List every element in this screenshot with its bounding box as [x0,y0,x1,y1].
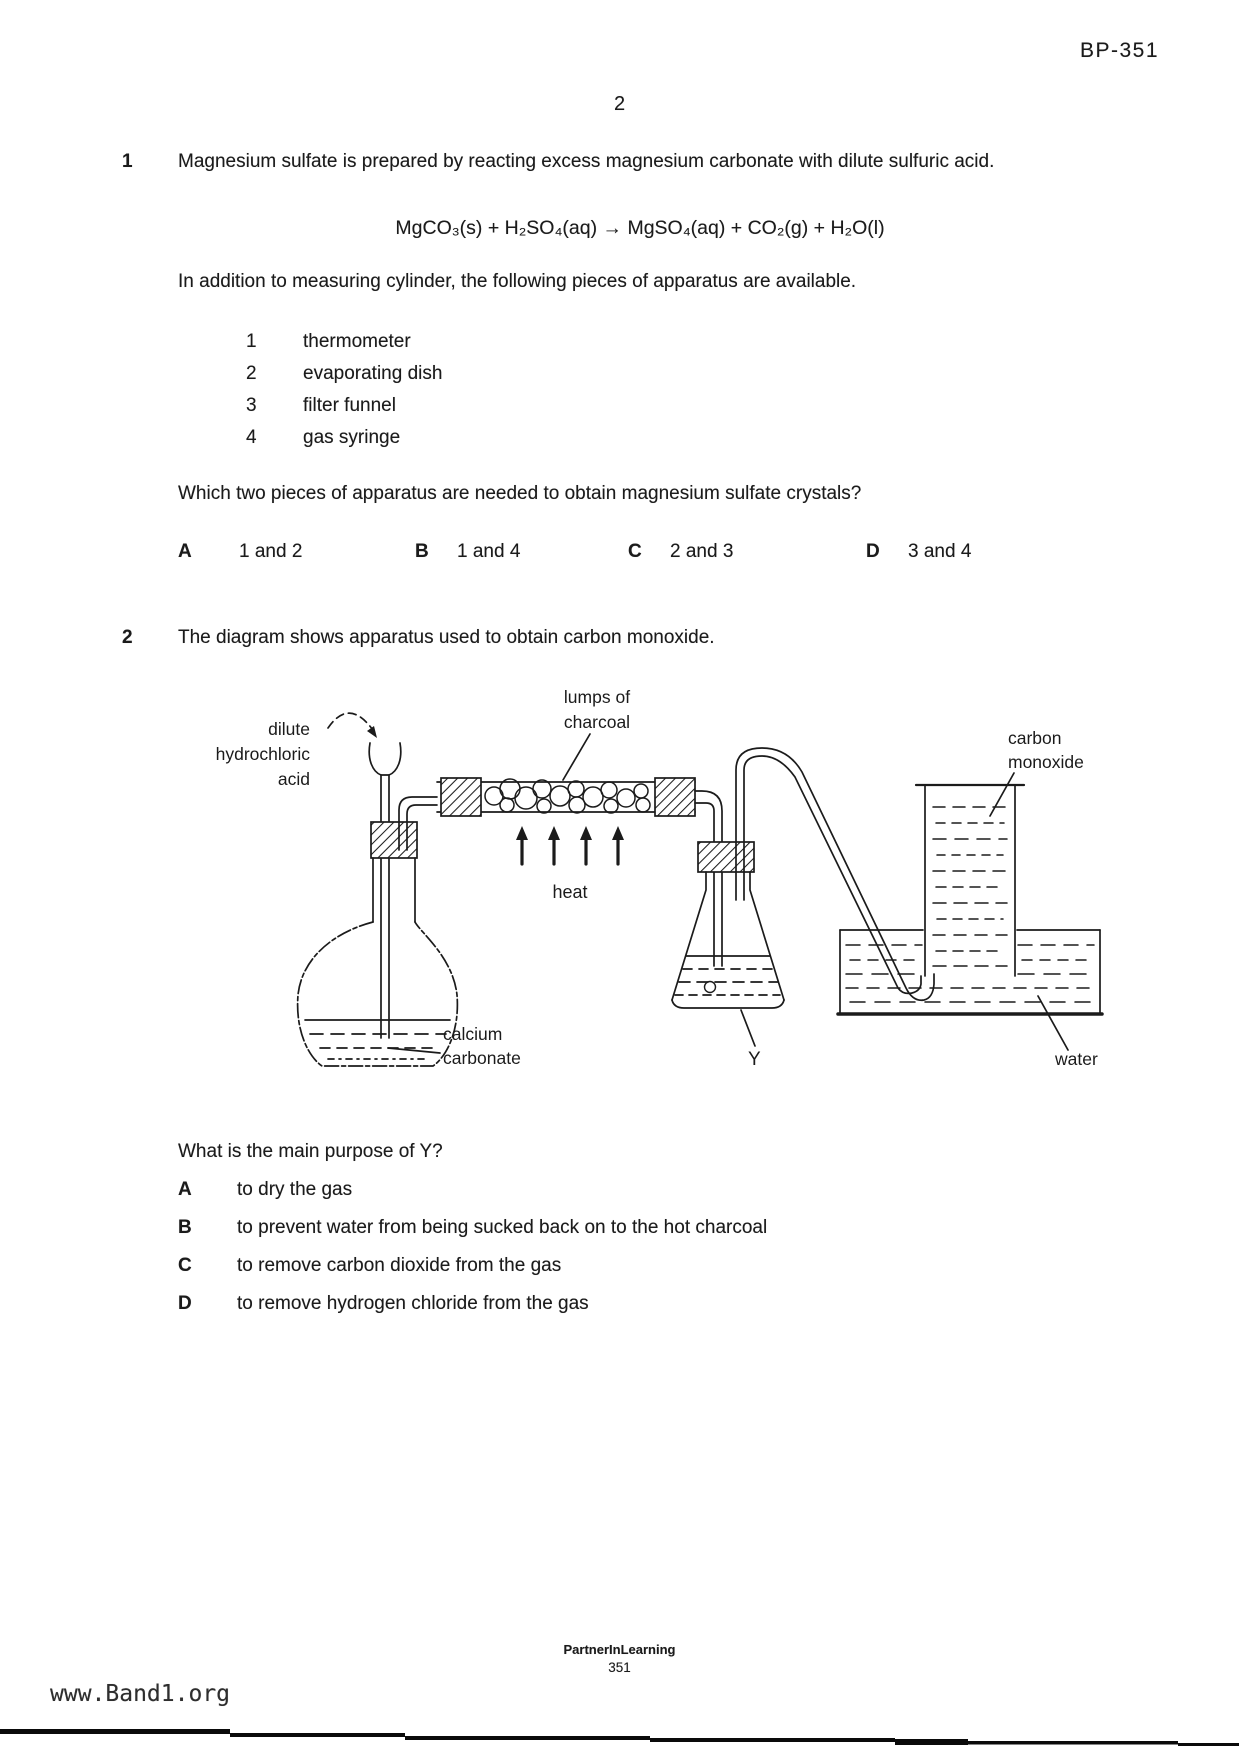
charcoal-lumps [485,779,650,813]
option-letter: C [628,541,642,562]
footer-page-number: 351 [608,1660,631,1675]
option-letter: D [178,1293,192,1314]
flask-y-stopper [698,842,754,872]
apparatus-num: 3 [246,395,257,416]
option-text: to remove carbon dioxide from the gas [237,1255,562,1276]
apparatus-num: 4 [246,427,257,448]
q1-equation: MgCO₃(s) + H₂SO₄(aq) → MgSO₄(aq) + CO₂(g) + H₂O(l) [395,217,885,239]
q2-question: What is the main purpose of Y? [178,1141,443,1162]
q1-intro: In addition to measuring cylinder, the following pieces of apparatus are available. [178,271,857,292]
tube-plug-left [441,778,481,816]
charcoal-label: lumps of [563,687,631,707]
option-text: to dry the gas [237,1179,353,1200]
apparatus-diagram [150,600,1110,1080]
option-letter: A [178,1179,192,1200]
doc-code: BP-351 [1080,39,1160,62]
y-pointer [741,1010,755,1046]
water-pointer [1038,996,1068,1050]
option-text: 1 and 2 [239,541,303,562]
y-label: Y [748,1049,761,1070]
calcium-carbonate-label: calcium [443,1024,503,1044]
carbon-monoxide-pointer [990,773,1014,816]
bubble [705,982,716,993]
q1-number: 1 [122,151,133,172]
q1-question: Which two pieces of apparatus are needed to obtain magnesium sulfate crystals? [178,483,862,504]
heat-label: heat [552,882,588,902]
combustion-tube-icon [437,778,695,816]
scan-artifact-bar [0,1726,1239,1750]
q2-stem: The diagram shows apparatus used to obtain carbon monoxide. [178,627,715,648]
acid-pointer-arrow [328,713,375,733]
tube-to-trough [736,748,934,1000]
apparatus-num: 2 [246,363,257,384]
q2-number: 2 [122,627,133,648]
charcoal-label: charcoal [563,712,631,732]
option-text: 1 and 4 [457,541,521,562]
option-text: 3 and 4 [908,541,972,562]
calcium-carbonate-label: carbonate [443,1048,521,1068]
page-number: 2 [613,93,626,115]
q1-stem: Magnesium sulfate is prepared by reacting excess magnesium carbonate with dilute sulfuric acid. [178,151,995,172]
tube-plug-right [655,778,695,816]
charcoal-pointer [563,734,590,780]
option-text: 2 and 3 [670,541,734,562]
round-flask-icon [298,822,458,1066]
tube-to-flask-y [695,791,722,966]
acid-pointer-arrowhead [367,726,377,738]
watermark-url: www.Band1.org [50,1681,231,1707]
water-trough-icon [838,930,1102,1014]
apparatus-name: filter funnel [303,395,396,416]
apparatus-name: thermometer [303,331,411,352]
conical-flask-y-icon [672,842,784,1008]
option-text: to prevent water from being sucked back on to the hot charcoal [237,1217,768,1238]
dilute-acid-label: dilute [268,719,310,739]
footer-brand: PartnerInLearning [563,1642,676,1657]
apparatus-name: evaporating dish [303,363,443,384]
option-letter: D [866,541,880,562]
option-letter: B [415,541,429,562]
dilute-acid-label: hydrochloric [215,744,310,764]
option-letter: C [178,1255,192,1276]
apparatus-name: gas syringe [303,427,401,448]
heat-arrows-icon [516,826,624,864]
option-letter: B [178,1217,192,1238]
apparatus-num: 1 [246,331,257,352]
option-text: to remove hydrogen chloride from the gas [237,1293,589,1314]
dilute-acid-label: acid [277,769,310,789]
trough-water [846,945,1094,1002]
option-letter: A [178,541,192,562]
flask-stopper [371,822,417,858]
gas-jar-icon [916,785,1024,976]
water-label: water [1055,1049,1098,1069]
thistle-funnel-icon [369,743,401,1038]
carbon-monoxide-label: carbon [1008,728,1062,748]
carbon-monoxide-label: monoxide [1008,752,1084,772]
jar-water [933,807,1007,966]
